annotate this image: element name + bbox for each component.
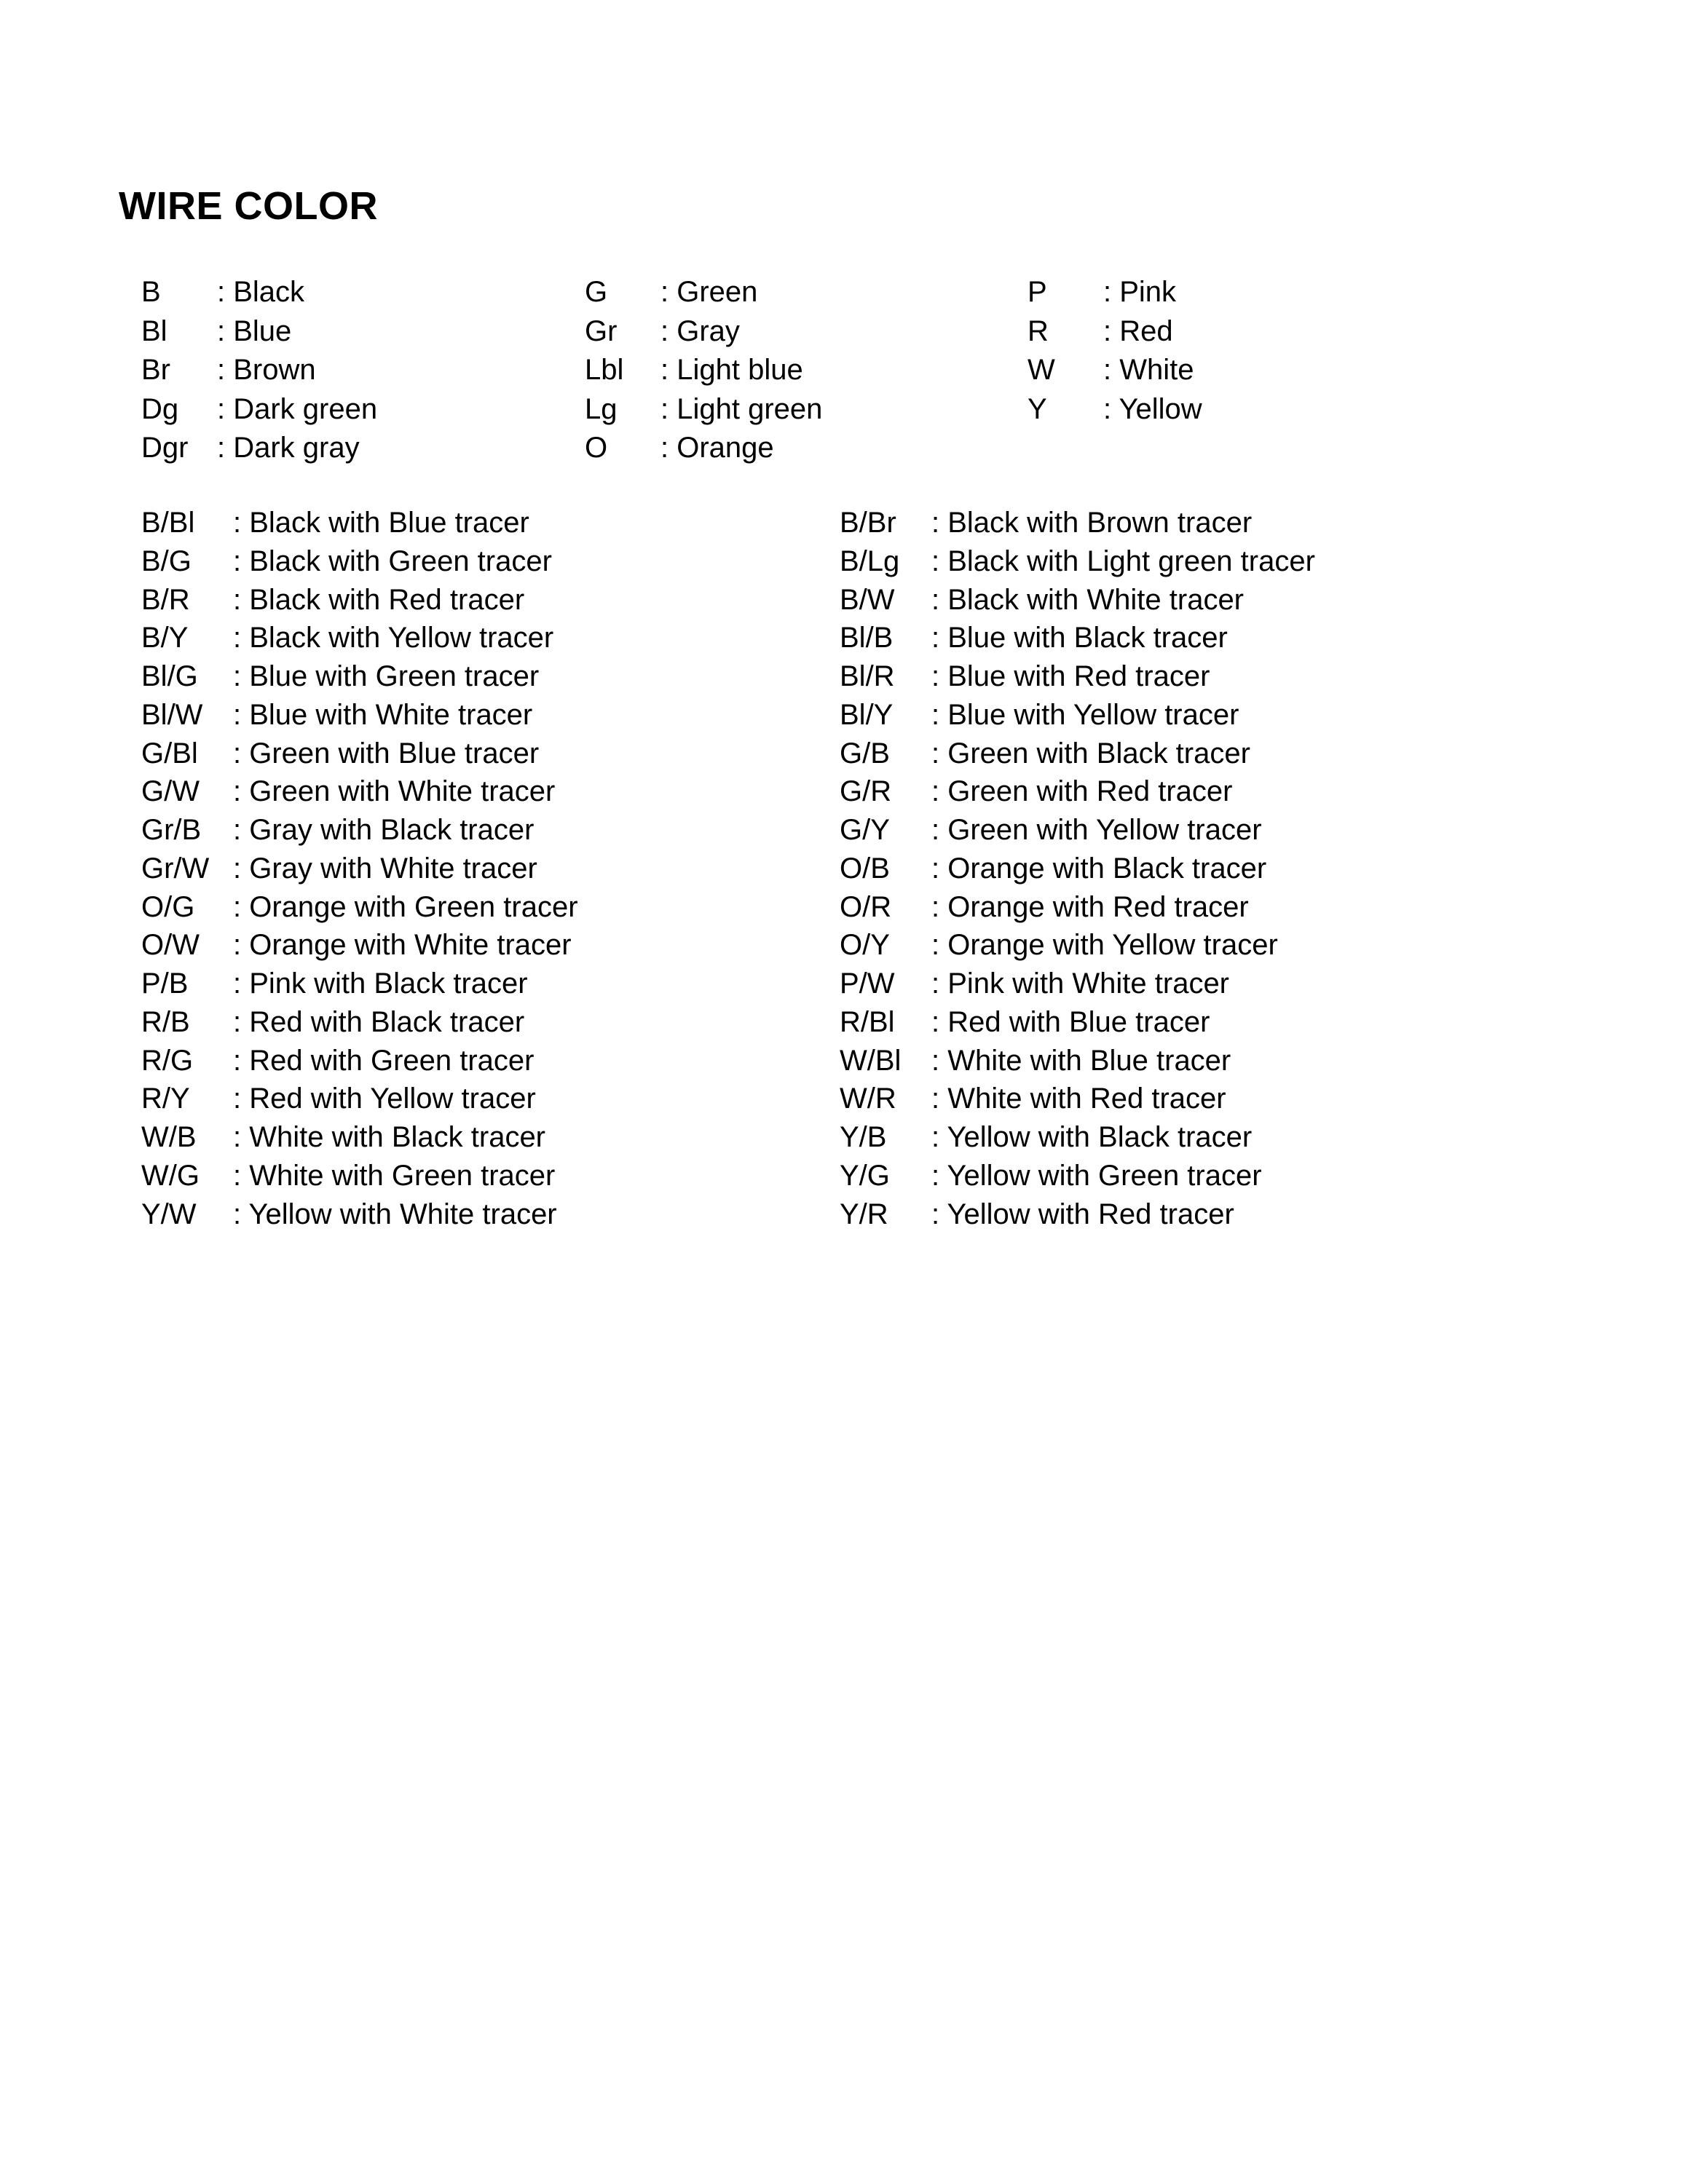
color-code: P/W (840, 968, 895, 1000)
color-code-entry (840, 772, 1233, 811)
color-code: W (1028, 354, 1055, 386)
color-code: P (1028, 276, 1047, 308)
color-code: B/R (141, 583, 190, 616)
color-code-entry (840, 1003, 1210, 1042)
color-description: : Black with White tracer (931, 583, 1245, 616)
color-code: O (585, 432, 608, 464)
color-code: Y (1028, 392, 1047, 425)
color-description: : Brown (217, 354, 316, 386)
color-code-entry (840, 926, 1278, 965)
color-description: : Pink with Black tracer (233, 968, 528, 1000)
color-code-entry (141, 657, 540, 696)
color-description: : Yellow (1103, 392, 1202, 425)
color-description: : Yellow with White tracer (233, 1198, 557, 1230)
color-description: : Yellow with Red tracer (931, 1198, 1234, 1230)
color-code-entry (1028, 312, 1173, 351)
color-code-entry (840, 965, 1230, 1003)
color-code-entry (141, 619, 554, 657)
color-description: : Black with Green tracer (233, 545, 552, 577)
color-description: : Red (1103, 314, 1173, 347)
color-description: : Blue with Yellow tracer (931, 698, 1239, 731)
color-code: G/Bl (141, 737, 198, 769)
color-description: : White (1103, 354, 1194, 386)
color-code-entry (840, 504, 1253, 542)
color-description: : White with Red tracer (931, 1083, 1226, 1115)
color-code-entry (141, 696, 533, 735)
color-code-entry (141, 390, 378, 429)
color-code-entry (585, 390, 823, 429)
color-code-entry (141, 429, 360, 467)
color-code: O/W (141, 929, 200, 962)
color-code-entry (840, 581, 1245, 620)
color-description: : Red with Blue tracer (931, 1005, 1210, 1038)
color-description: : Orange with Red tracer (931, 890, 1249, 923)
color-code: B/Bl (141, 507, 195, 539)
color-description: : Light green (660, 392, 823, 425)
color-code-entry (141, 1195, 557, 1234)
color-code-entry (141, 1118, 546, 1157)
color-code-entry (840, 1118, 1253, 1157)
color-code: O/Y (840, 929, 890, 962)
color-code: Y/B (840, 1121, 887, 1153)
color-code-entry (141, 504, 529, 542)
color-code: O/G (141, 890, 195, 923)
color-description: : Red with Black tracer (233, 1005, 525, 1038)
color-code-entry (1028, 273, 1177, 312)
color-code: Bl/W (141, 698, 203, 731)
color-description: : White with Blue tracer (931, 1044, 1231, 1077)
color-code: G/W (141, 775, 200, 808)
color-code-entry (141, 542, 552, 581)
color-code: Bl (141, 314, 167, 347)
color-code: R/G (141, 1044, 194, 1077)
color-code-entry (840, 1157, 1262, 1195)
color-description: : Black with Red tracer (233, 583, 525, 616)
color-code-entry (840, 1080, 1226, 1118)
color-description: : Orange with Yellow tracer (931, 929, 1278, 962)
color-code: Bl/G (141, 660, 198, 692)
color-description: : Pink with White tracer (931, 968, 1230, 1000)
color-code-entry (585, 273, 758, 312)
color-code: W/R (840, 1083, 896, 1115)
color-code: Bl/B (840, 622, 894, 654)
color-description: : Yellow with Green tracer (931, 1159, 1262, 1192)
color-code: Bl/R (840, 660, 895, 692)
color-description: : Orange with White tracer (233, 929, 572, 962)
color-code-entry (1028, 351, 1194, 389)
color-description: : Blue with White tracer (233, 698, 533, 731)
color-code: B/G (141, 545, 192, 577)
color-description: : Blue with Red tracer (931, 660, 1210, 692)
color-description: : Black with Brown tracer (931, 507, 1253, 539)
color-description: : White with Green tracer (233, 1159, 556, 1192)
color-code: R/Bl (840, 1005, 895, 1038)
color-description: : Black with Blue tracer (233, 507, 529, 539)
color-code: Lg (585, 392, 618, 425)
color-code: G/Y (840, 814, 890, 846)
color-description: : Green with Red tracer (931, 775, 1233, 808)
color-description: : Red with Green tracer (233, 1044, 535, 1077)
color-code: B/W (840, 583, 895, 616)
color-code-entry (141, 772, 556, 811)
color-description: : Black with Yellow tracer (233, 622, 554, 654)
color-code: Dg (141, 392, 179, 425)
color-code: B/Lg (840, 545, 900, 577)
color-description: : Orange with Black tracer (931, 852, 1267, 885)
color-code: R (1028, 314, 1049, 347)
color-code: B/Br (840, 507, 896, 539)
color-code-entry (141, 351, 316, 389)
color-code: Dgr (141, 432, 189, 464)
color-description: : Black with Light green tracer (931, 545, 1315, 577)
color-code: Br (141, 354, 170, 386)
color-description: : Green (660, 276, 758, 308)
color-description: : Blue with Green tracer (233, 660, 540, 692)
color-code: Y/W (141, 1198, 197, 1230)
color-code-entry (141, 1042, 535, 1080)
color-description: : Light blue (660, 354, 803, 386)
color-description: : Pink (1103, 276, 1177, 308)
color-description: : Blue (217, 314, 292, 347)
color-code-entry (141, 1080, 536, 1118)
color-code: Y/G (840, 1159, 890, 1192)
color-code-entry (141, 1157, 556, 1195)
color-description: : Dark green (217, 392, 378, 425)
color-code: G/R (840, 775, 892, 808)
color-description: : Gray (660, 314, 740, 347)
color-description: : Orange (660, 432, 774, 464)
color-code: W/G (141, 1159, 200, 1192)
color-code: P/B (141, 968, 189, 1000)
color-code-entry (141, 312, 292, 351)
color-code-entry (840, 1195, 1234, 1234)
color-code-entry (840, 657, 1210, 696)
color-code-entry (840, 811, 1262, 850)
color-description: : White with Black tracer (233, 1121, 546, 1153)
color-code: W/Bl (840, 1044, 902, 1077)
color-description: : Green with Blue tracer (233, 737, 540, 769)
color-code-entry (141, 273, 305, 312)
color-code-entry (840, 619, 1228, 657)
color-code: Gr (585, 314, 618, 347)
color-code: G (585, 276, 608, 308)
color-description: : Gray with White tracer (233, 852, 537, 885)
color-code-entry (1028, 390, 1202, 429)
color-code: G/B (840, 737, 890, 769)
color-code: Gr/W (141, 852, 210, 885)
color-description: : Red with Yellow tracer (233, 1083, 536, 1115)
color-code-entry (141, 850, 537, 888)
color-code: W/B (141, 1121, 197, 1153)
color-description: : Orange with Green tracer (233, 890, 578, 923)
color-description: : Dark gray (217, 432, 360, 464)
color-code: Lbl (585, 354, 624, 386)
color-code-entry (141, 811, 535, 850)
color-description: : Black (217, 276, 305, 308)
color-code-entry (141, 888, 578, 927)
color-code: R/Y (141, 1083, 190, 1115)
color-code-entry (585, 351, 803, 389)
color-code-entry (840, 1042, 1231, 1080)
color-code-entry (840, 735, 1250, 773)
color-code-entry (141, 965, 528, 1003)
color-code: Y/R (840, 1198, 888, 1230)
color-code: O/B (840, 852, 890, 885)
color-code: R/B (141, 1005, 190, 1038)
color-code-entry (840, 696, 1239, 735)
color-code-entry (141, 581, 525, 620)
color-code-entry (585, 312, 740, 351)
color-description: : Green with Yellow tracer (931, 814, 1262, 846)
color-code-entry (141, 926, 572, 965)
color-code-entry (141, 1003, 525, 1042)
color-code-entry (840, 542, 1315, 581)
color-code: Bl/Y (840, 698, 894, 731)
color-description: : Blue with Black tracer (931, 622, 1228, 654)
color-description: : Green with Black tracer (931, 737, 1250, 769)
color-code: Gr/B (141, 814, 202, 846)
color-code: B (141, 276, 161, 308)
color-code: O/R (840, 890, 892, 923)
color-code-entry (840, 888, 1249, 927)
color-code-entry (141, 735, 540, 773)
color-code-entry (585, 429, 774, 467)
color-code-entry (840, 850, 1267, 888)
color-description: : Gray with Black tracer (233, 814, 535, 846)
color-description: : Yellow with Black tracer (931, 1121, 1253, 1153)
page-title: WIRE COLOR (119, 184, 378, 228)
color-description: : Green with White tracer (233, 775, 556, 808)
color-code: B/Y (141, 622, 189, 654)
